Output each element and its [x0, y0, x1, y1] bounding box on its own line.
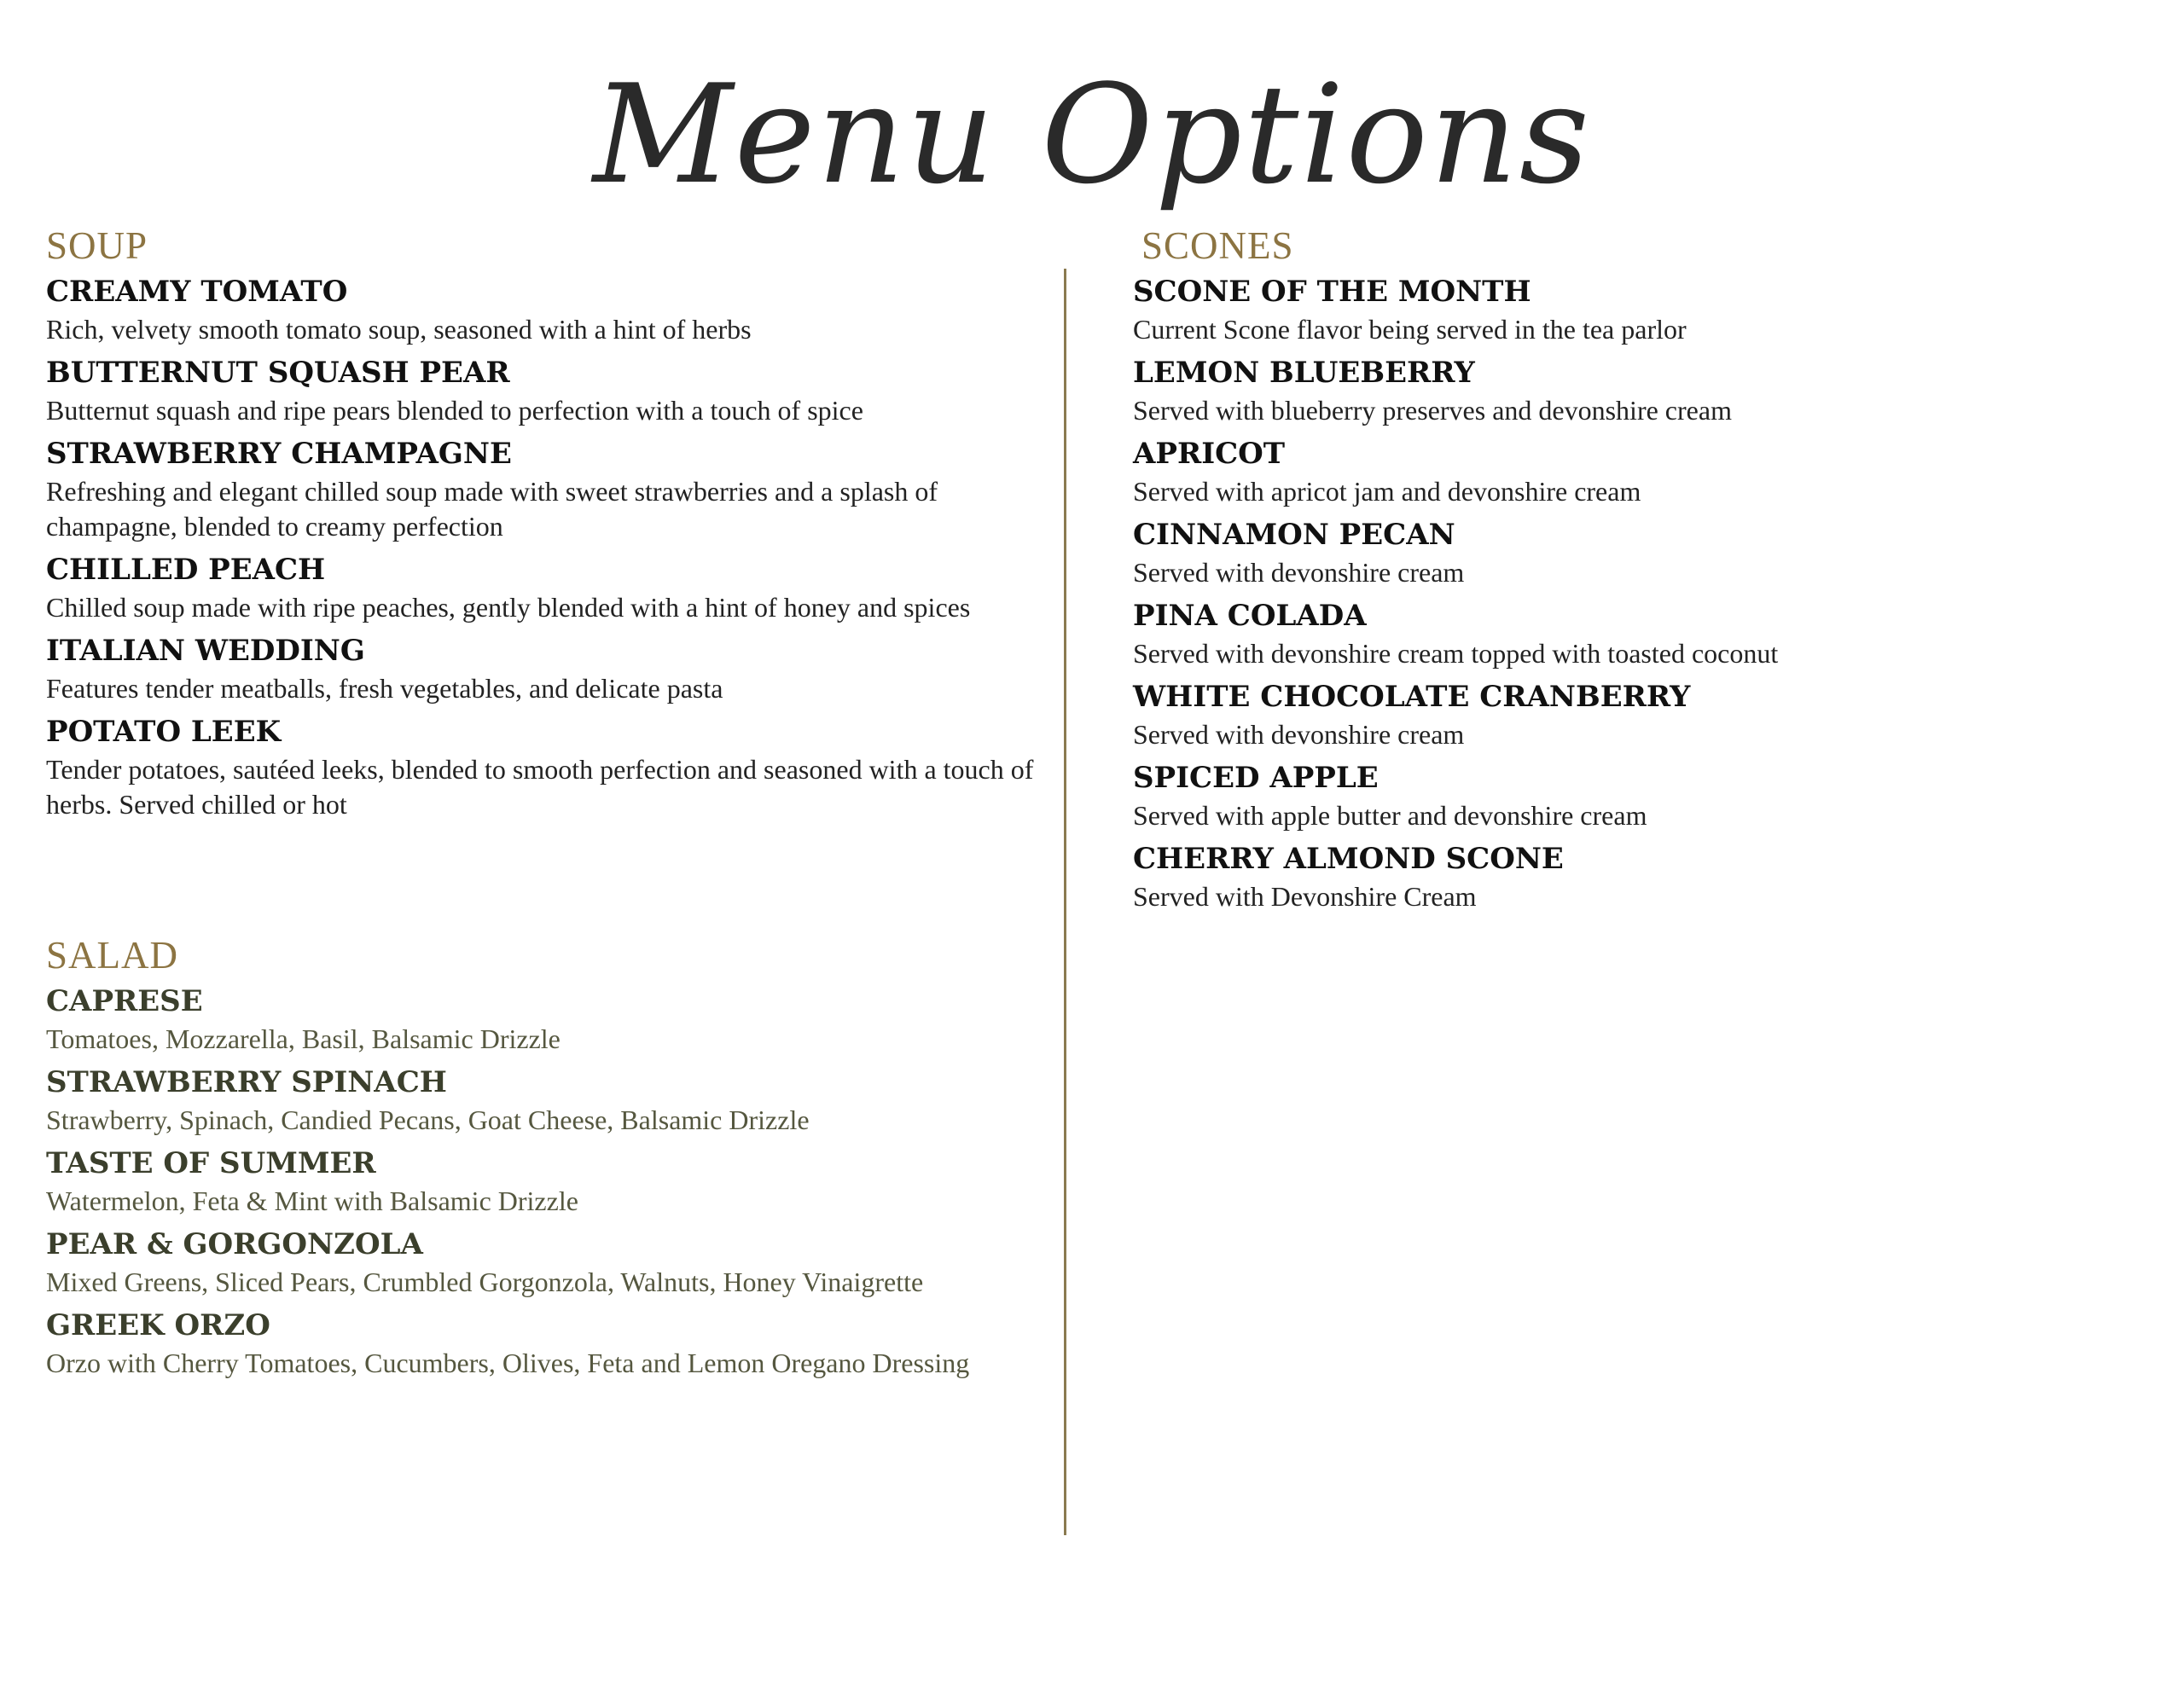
menu-item	[1133, 595, 2140, 671]
item-description: Tender potatoes, sautéed leeks, blended to smooth perfection and seasoned with a touch of herbs. Served chilled or hot	[46, 754, 1034, 820]
column-divider	[1064, 269, 1066, 1535]
item-description: Served with apple butter and devonshire cream	[1133, 800, 1647, 831]
item-description: Served with devonshire cream	[1133, 719, 1465, 750]
item-name: CREAMY TOMATO	[46, 275, 348, 309]
item-description: Served with apricot jam and devonshire cream	[1133, 476, 1641, 507]
item-description: Mixed Greens, Sliced Pears, Crumbled Gorgonzola, Walnuts, Honey Vinaigrette	[46, 1267, 924, 1297]
soup-section	[46, 222, 1053, 827]
item-name: CHERRY ALMOND SCONE	[1133, 842, 1564, 876]
item-description: Current Scone flavor being served in the tea parlor	[1133, 314, 1687, 345]
section-heading-scones: SCONES	[1141, 224, 1294, 267]
item-description: Butternut squash and ripe pears blended to perfection with a touch of spice	[46, 395, 863, 426]
item-description: Strawberry, Spinach, Candied Pecans, Goat Cheese, Balsamic Drizzle	[46, 1104, 810, 1135]
item-name: POTATO LEEK	[46, 715, 282, 749]
menu-item	[46, 1305, 1053, 1381]
item-name: GREEK ORZO	[46, 1308, 270, 1342]
menu-item	[46, 630, 1053, 706]
item-name: LEMON BLUEBERRY	[1133, 356, 1475, 390]
item-name: PINA COLADA	[1133, 599, 1367, 633]
menu-item	[1133, 352, 2140, 428]
item-description: Watermelon, Feta & Mint with Balsamic Drizzle	[46, 1186, 578, 1216]
item-description: Features tender meatballs, fresh vegetables, and delicate pasta	[46, 673, 723, 704]
menu-item	[1133, 676, 2140, 752]
item-name: PEAR & GORGONZOLA	[46, 1227, 423, 1261]
page-title: Menu Options	[592, 55, 1591, 214]
menu-item	[1133, 514, 2140, 590]
item-description: Rich, velvety smooth tomato soup, seasoned with a hint of herbs	[46, 314, 752, 345]
item-description: Chilled soup made with ripe peaches, gently blended with a hint of honey and spices	[46, 592, 971, 623]
menu-item	[46, 549, 1053, 625]
item-description: Served with devonshire cream	[1133, 557, 1465, 588]
salad-section	[46, 931, 1053, 1386]
item-description: Served with Devonshire Cream	[1133, 881, 1477, 912]
menu-item	[46, 1224, 1053, 1300]
item-name: CINNAMON PECAN	[1133, 518, 1455, 552]
menu-item	[46, 433, 1053, 544]
menu-item	[1133, 757, 2140, 833]
item-description: Orzo with Cherry Tomatoes, Cucumbers, Olives, Feta and Lemon Oregano Dressing	[46, 1348, 970, 1378]
menu-item	[46, 271, 1053, 347]
item-name: TASTE OF SUMMER	[46, 1146, 376, 1180]
menu-item	[1133, 838, 2140, 914]
menu-item	[46, 352, 1053, 428]
menu-item	[46, 981, 1053, 1057]
scones-section	[1133, 222, 2140, 919]
menu-item	[1133, 271, 2140, 347]
section-heading-salad: SALAD	[46, 934, 179, 977]
item-name: CAPRESE	[46, 984, 203, 1018]
item-name: SPICED APPLE	[1133, 761, 1379, 795]
item-name: STRAWBERRY CHAMPAGNE	[46, 437, 512, 471]
item-description: Tomatoes, Mozzarella, Basil, Balsamic Drizzle	[46, 1023, 561, 1054]
item-name: CHILLED PEACH	[46, 553, 326, 587]
item-name: SCONE OF THE MONTH	[1133, 275, 1531, 309]
menu-item	[46, 1143, 1053, 1219]
section-heading-soup: SOUP	[46, 224, 148, 267]
item-name: BUTTERNUT SQUASH PEAR	[46, 356, 510, 390]
item-description: Refreshing and elegant chilled soup made with sweet strawberries and a splash of champagne, blended to creamy perfection	[46, 476, 938, 542]
item-name: APRICOT	[1133, 437, 1286, 471]
menu-item	[46, 711, 1053, 822]
item-name: ITALIAN WEDDING	[46, 634, 365, 668]
item-name: WHITE CHOCOLATE CRANBERRY	[1133, 680, 1691, 714]
item-name: STRAWBERRY SPINACH	[46, 1065, 447, 1099]
item-description: Served with blueberry preserves and devonshire cream	[1133, 395, 1732, 426]
menu-item	[1133, 433, 2140, 509]
menu-item	[46, 1062, 1053, 1138]
item-description: Served with devonshire cream topped with toasted coconut	[1133, 638, 1779, 669]
